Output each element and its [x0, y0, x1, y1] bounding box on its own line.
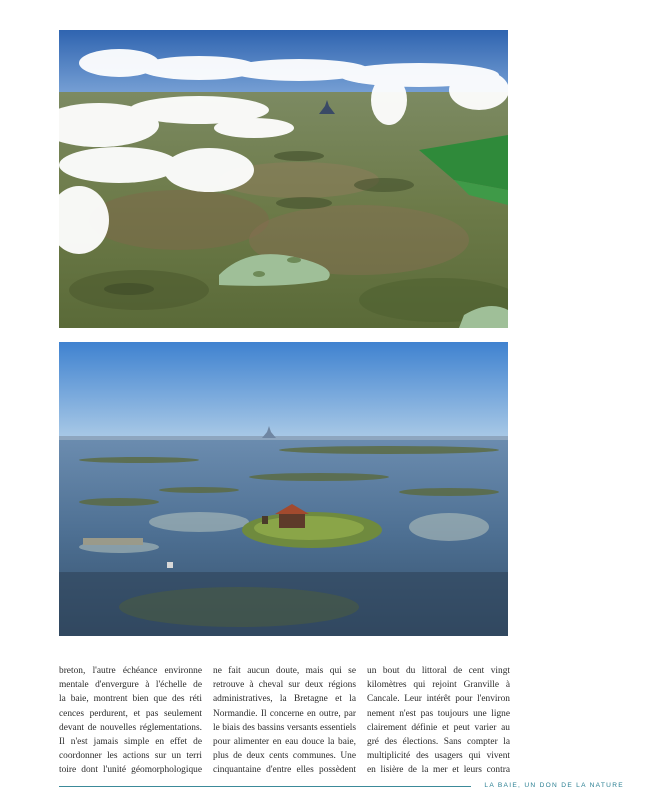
running-title: LA BAIE, UN DON DE LA NATURE — [484, 782, 624, 789]
text-line: retrouve à cheval sur deux régions — [213, 680, 356, 691]
text-line: administratives, la Bretagne et la — [213, 694, 356, 705]
text-line: clairement définie et peut varier au — [367, 722, 510, 733]
text-line: mentale d'envergure à l'échelle de — [59, 680, 202, 691]
text-line: coordonner les actions sur un terri — [59, 751, 202, 762]
text-line: pour alimenter en eau douce la baie, — [213, 737, 356, 748]
text-line: Cancale. Leur intérêt pour l'environ — [367, 694, 510, 705]
text-line: multiplicité des usagers qui vivent — [367, 751, 510, 762]
text-column-2 — [213, 664, 356, 774]
body-text-columns — [59, 664, 510, 774]
text-line: Normandie. Il concerne en outre, par — [213, 708, 356, 719]
text-line: cences perdurent, et pas seulement — [59, 708, 202, 719]
photo-flooded-marsh-hut — [59, 342, 508, 636]
text-line: la baie, montrent bien que des réti — [59, 694, 202, 705]
text-column-3 — [367, 664, 510, 774]
text-line: toire dont l'unité géomorphologique — [59, 765, 202, 776]
text-line: kilomètres qui rejoint Granville à — [367, 680, 510, 691]
text-line: un bout du littoral de cent vingt — [367, 666, 510, 676]
text-line: ne fait aucun doute, mais qui se — [213, 666, 356, 676]
text-line: le biais des bassins versants essentiels — [213, 722, 356, 733]
text-column-1 — [59, 664, 202, 774]
text-line: plus de deux cents communes. Une — [213, 751, 356, 762]
text-line: en lisière de la mer et leurs contra — [367, 765, 510, 776]
text-line: Il n'est jamais simple en effet de — [59, 737, 202, 748]
text-line: nement n'est pas toujours une ligne — [367, 708, 510, 719]
text-line: breton, l'autre échéance environne — [59, 666, 202, 676]
text-line: cinquantaine d'entre elles possèdent — [213, 765, 356, 776]
aerial-photo-polders — [59, 30, 508, 328]
footer-rule — [59, 786, 471, 787]
text-line: devant de nouvelles réglementations. — [59, 722, 202, 733]
text-line: gré des élections. Sans compter la — [367, 737, 510, 748]
